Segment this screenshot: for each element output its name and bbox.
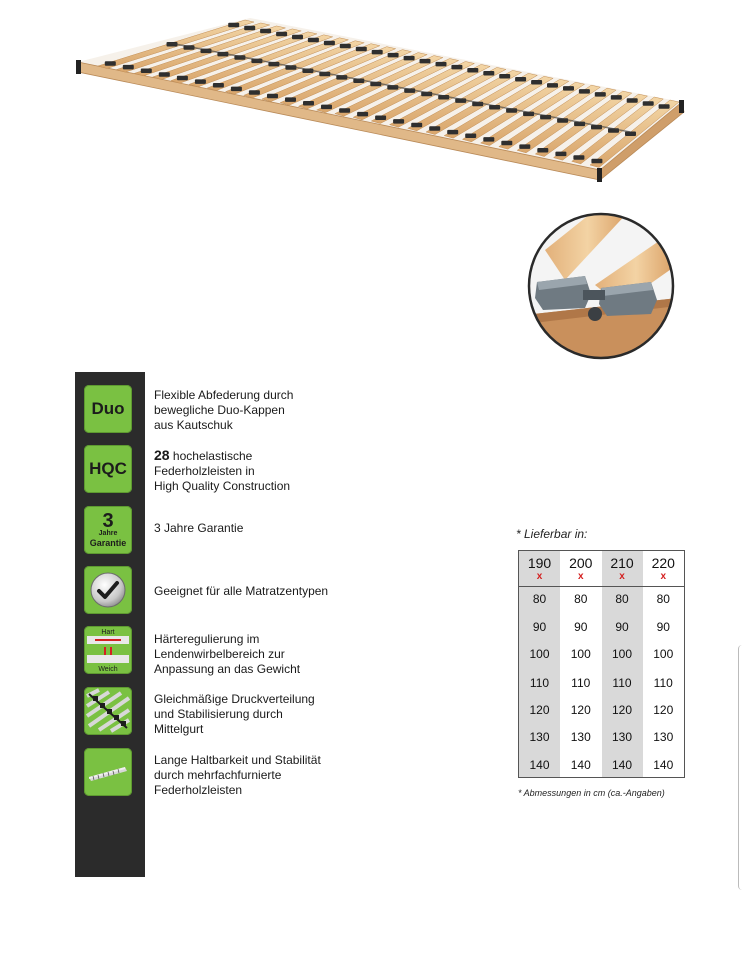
width-cell: 140 <box>653 758 674 772</box>
guarantee-badge-number: 3 <box>102 510 114 532</box>
feature-text-duo <box>154 388 344 433</box>
width-cell: 130 <box>611 730 633 744</box>
width-cell: 110 <box>653 676 673 690</box>
feature-line: Mittelgurt <box>154 722 204 736</box>
guarantee-badge <box>84 506 132 554</box>
availability-title: * Lieferbar in: <box>516 527 588 541</box>
feature-line: durch mehrfachfurnierte <box>154 768 282 782</box>
width-cell: 100 <box>611 647 633 661</box>
width-cell: 90 <box>574 620 588 634</box>
feature-highlight-number: 28 <box>154 447 170 463</box>
length-header: 220 <box>651 555 675 571</box>
width-cell: 100 <box>653 647 674 661</box>
duo-badge-label: Duo <box>91 399 125 418</box>
width-cell: 80 <box>532 592 547 606</box>
size-table <box>518 550 685 778</box>
feature-line: Geeignet für alle Matratzentypen <box>154 584 329 598</box>
width-cell: 120 <box>653 703 674 717</box>
length-marker: x <box>619 571 625 582</box>
feature-text-hardness <box>154 632 344 677</box>
width-cell: 130 <box>570 730 591 744</box>
feature-line: Gleichmäßige Druckverteilung <box>154 692 315 706</box>
page-edge-line <box>738 645 742 890</box>
feature-line: Lendenwirbelbereich zur <box>154 647 285 661</box>
width-cell: 140 <box>611 758 633 772</box>
width-cell: 80 <box>615 592 629 606</box>
hqc-badge <box>84 445 132 493</box>
width-cell: 130 <box>529 730 550 744</box>
width-cell: 110 <box>571 676 591 690</box>
header-divider <box>519 586 684 587</box>
width-cell: 90 <box>615 620 629 634</box>
hardness-icon <box>84 626 132 674</box>
feature-line: bewegliche Duo-Kappen <box>154 403 285 417</box>
feature-line: hochelastische <box>172 449 253 463</box>
feature-line: Federholzleisten <box>154 783 243 797</box>
feature-text-mattress <box>154 584 344 599</box>
feature-line: Federholzleisten in <box>154 464 255 478</box>
length-marker: x <box>577 571 584 582</box>
width-cell: 130 <box>653 730 674 744</box>
width-cell: 120 <box>611 703 633 717</box>
length-marker: x <box>536 571 543 582</box>
guarantee-badge-word: Garantie <box>89 538 127 548</box>
feature-icon-column <box>75 372 145 877</box>
length-marker: x <box>660 571 667 582</box>
feature-line: Härteregulierung im <box>154 632 260 646</box>
feature-text-durability <box>154 753 344 798</box>
length-header: 200 <box>569 555 593 571</box>
length-header: 190 <box>527 555 552 571</box>
feature-text-guarantee <box>154 521 344 536</box>
width-cell: 120 <box>570 703 591 717</box>
feature-line: Lange Haltbarkeit und Stabilität <box>154 753 321 767</box>
width-cell: 110 <box>612 676 632 690</box>
width-cell: 140 <box>529 758 550 772</box>
width-cell: 90 <box>656 620 670 634</box>
feature-line: High Quality Construction <box>154 479 291 493</box>
width-cell: 120 <box>529 703 550 717</box>
feature-text-pressure <box>154 692 344 737</box>
width-cell: 100 <box>570 647 591 661</box>
feature-line: Flexible Abfederung durch <box>154 388 294 402</box>
guarantee-badge-years: Jahre <box>98 530 118 537</box>
checkmark-icon <box>84 566 132 614</box>
size-footnote: * Abmessungen in cm (ca.-Angaben) <box>518 788 665 798</box>
feature-line: 3 Jahre Garantie <box>154 521 244 535</box>
slatted-frame-image <box>70 10 690 190</box>
feature-line: aus Kautschuk <box>154 418 233 432</box>
hardness-icon-bottom: Weich <box>98 666 118 673</box>
width-cell: 100 <box>529 647 550 661</box>
feature-text-hqc <box>154 448 344 494</box>
width-cell: 110 <box>529 676 550 690</box>
duo-cap-detail-image <box>525 210 677 362</box>
feature-line: und Stabilisierung durch <box>154 707 283 721</box>
width-cell: 90 <box>532 620 547 634</box>
width-cell: 80 <box>574 592 588 606</box>
width-cell: 80 <box>656 592 670 606</box>
width-cell: 140 <box>570 758 591 772</box>
pressure-distribution-icon <box>84 687 132 735</box>
feature-line: Anpassung an das Gewicht <box>154 662 301 676</box>
duo-badge <box>84 385 132 433</box>
hardness-icon-top: Hart <box>101 629 115 636</box>
veneer-slat-icon <box>84 748 132 796</box>
length-header: 210 <box>610 555 634 571</box>
hqc-badge-label: HQC <box>89 459 127 478</box>
